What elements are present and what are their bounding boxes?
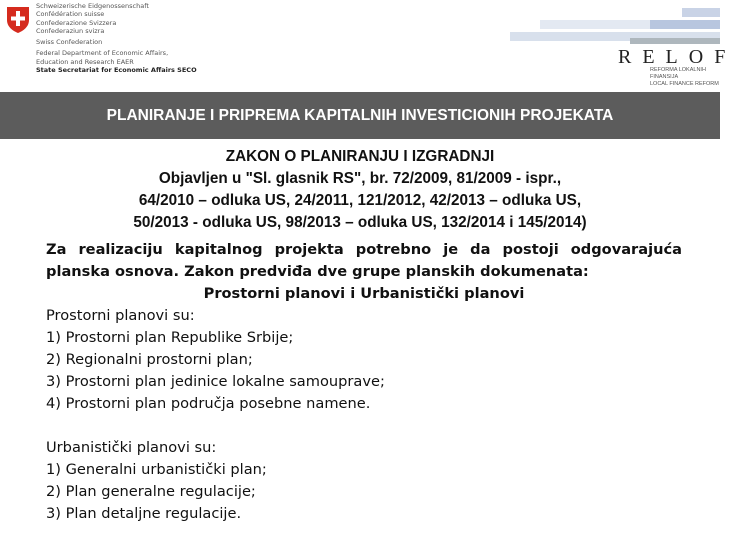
law-citation (0, 146, 720, 234)
list-item: 4) Prostorni plan područja posebne namene. (46, 395, 371, 412)
swiss-line: Confederazione Svizzera (36, 18, 117, 27)
relof-subtitle-line: LOCAL FINANCE REFORM (650, 81, 719, 87)
swiss-line: Schweizerische Eidgenossenschaft (36, 2, 149, 10)
law-line: Objavljen u "Sl. glasnik RS", br. 72/2009, 81/2009 - ispr., (158, 170, 562, 187)
urbanisticki-heading: Urbanistički planovi su: (46, 439, 217, 456)
swiss-line: Education and Research EAER (36, 57, 134, 66)
slide-header (0, 0, 736, 90)
prostorni-list (46, 327, 682, 415)
title-band (0, 92, 720, 139)
swiss-flag-icon (6, 6, 30, 34)
spacer (46, 415, 682, 437)
intro-paragraph: Za realizaciju kapitalnog projekta potrebno je da postoji odgovarajuća planska osnova. Zakon predviđa dve grupe planskih dokumenata: (46, 241, 682, 280)
relof-subtitle (650, 67, 720, 88)
list-item: 3) Prostorni plan jedinice lokalne samouprave; (46, 373, 385, 390)
prostorni-heading: Prostorni planovi su: (46, 307, 195, 324)
list-item: 3) Plan detaljne regulacije. (46, 505, 242, 522)
relof-subtitle-line: REFORMA LOKALNIH FINANSIJA (650, 67, 706, 80)
urbanisticki-list (46, 459, 682, 525)
swiss-line: Confederaziun svizra (36, 26, 105, 35)
swiss-confederation-text (36, 2, 197, 74)
list-item: 2) Plan generalne regulacije; (46, 483, 256, 500)
swiss-line: Federal Department of Economic Affairs, (36, 49, 169, 58)
relof-logo-name: RELOF (618, 46, 736, 68)
swiss-line: Confédération suisse (36, 10, 105, 19)
list-item: 1) Prostorni plan Republike Srbije; (46, 329, 294, 346)
swiss-line: Swiss Confederation (36, 38, 103, 47)
seco-line: State Secretariat for Economic Affairs SECO (36, 66, 197, 75)
list-item: 1) Generalni urbanistički plan; (46, 461, 267, 478)
relof-decor-bars (420, 0, 720, 50)
law-line: 64/2010 – odluka US, 24/2011, 121/2012, 42/2013 – odluka US, (138, 192, 582, 209)
slide-body (46, 239, 682, 525)
page-title: PLANIRANJE I PRIPREMA KAPITALNIH INVESTICIONIH PROJEKATA (106, 106, 614, 124)
plan-groups-line: Prostorni planovi i Urbanistički planovi (203, 285, 525, 302)
law-line: 50/2013 - odluka US, 98/2013 – odluka US, 132/2014 i 145/2014) (133, 214, 587, 231)
list-item: 2) Regionalni prostorni plan; (46, 351, 253, 368)
law-line: ZAKON O PLANIRANJU I IZGRADNJI (225, 148, 495, 165)
